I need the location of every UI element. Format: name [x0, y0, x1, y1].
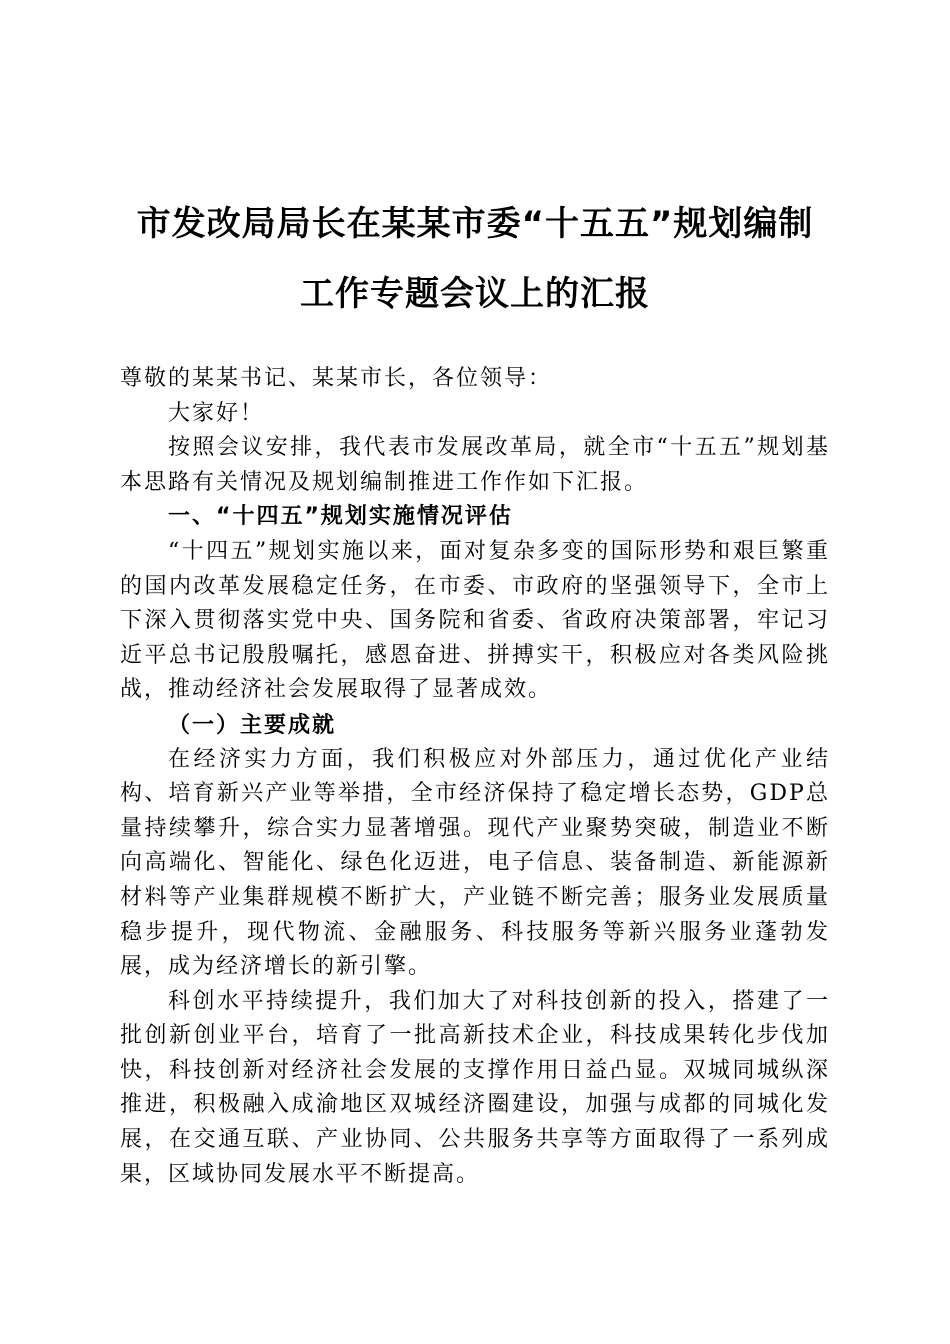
- section-heading: 一、“十四五”规划实施情况评估: [168, 504, 513, 530]
- subsection-heading: （一）主要成就: [168, 711, 337, 738]
- section-paragraph: “十四五”规划实施以来，面对复杂多变的国际形势和艰巨繁重的国内改革发展稳定任务，在市委、市政府的坚强领导下，全市上下深入贯彻落实党中央、国务院和省委、省政府决策部署，牢记习近平总书记殷殷嘱托，感恩奋进、拼搏实干，积极应对各类风险挑战，推动经济社会发展取得了显著成效。: [120, 538, 830, 703]
- innovation-paragraph: 科创水平持续提升，我们加大了对科技创新的投入，搭建了一批创新创业平台，培育了一批高新技术企业，科技成果转化步伐加快，科技创新对经济社会发展的支撑作用日益凸显。双城同城纵深推进，积极融入成渝地区双城经济圈建设，加强与成都的同城化发展，在交通互联、产业协同、公共服务共享等方面取得了一系列成果，区域协同发展水平不断提高。: [120, 988, 830, 1187]
- intro-paragraph: 按照会议安排，我代表市发展改革局，就全市“十五五”规划基本思路有关情况及规划编制推进工作作如下汇报。: [120, 435, 830, 495]
- greeting: 大家好！: [168, 400, 265, 426]
- salutation: 尊敬的某某书记、某某市长，各位领导：: [120, 366, 553, 391]
- economy-paragraph: 在经济实力方面，我们积极应对外部压力，通过优化产业结构、培育新兴产业等举措，全市经济保持了稳定增长态势，GDP总量持续攀升，综合实力显著增强。现代产业聚势突破，制造业不断向高端化、智能化、绿色化迈进，电子信息、装备制造、新能源新材料等产业集群规模不断扩大，产业链不断完善；服务业发展质量稳步提升，现代物流、金融服务、科技服务等新兴服务业蓬勃发展，成为经济增长的新引擎。: [120, 746, 830, 980]
- document-title-line-2: 工作专题会议上的汇报: [300, 274, 650, 314]
- document-body: [120, 362, 830, 1192]
- document-title-line-1: 市发改局局长在某某市委“十五五”规划编制: [136, 204, 814, 244]
